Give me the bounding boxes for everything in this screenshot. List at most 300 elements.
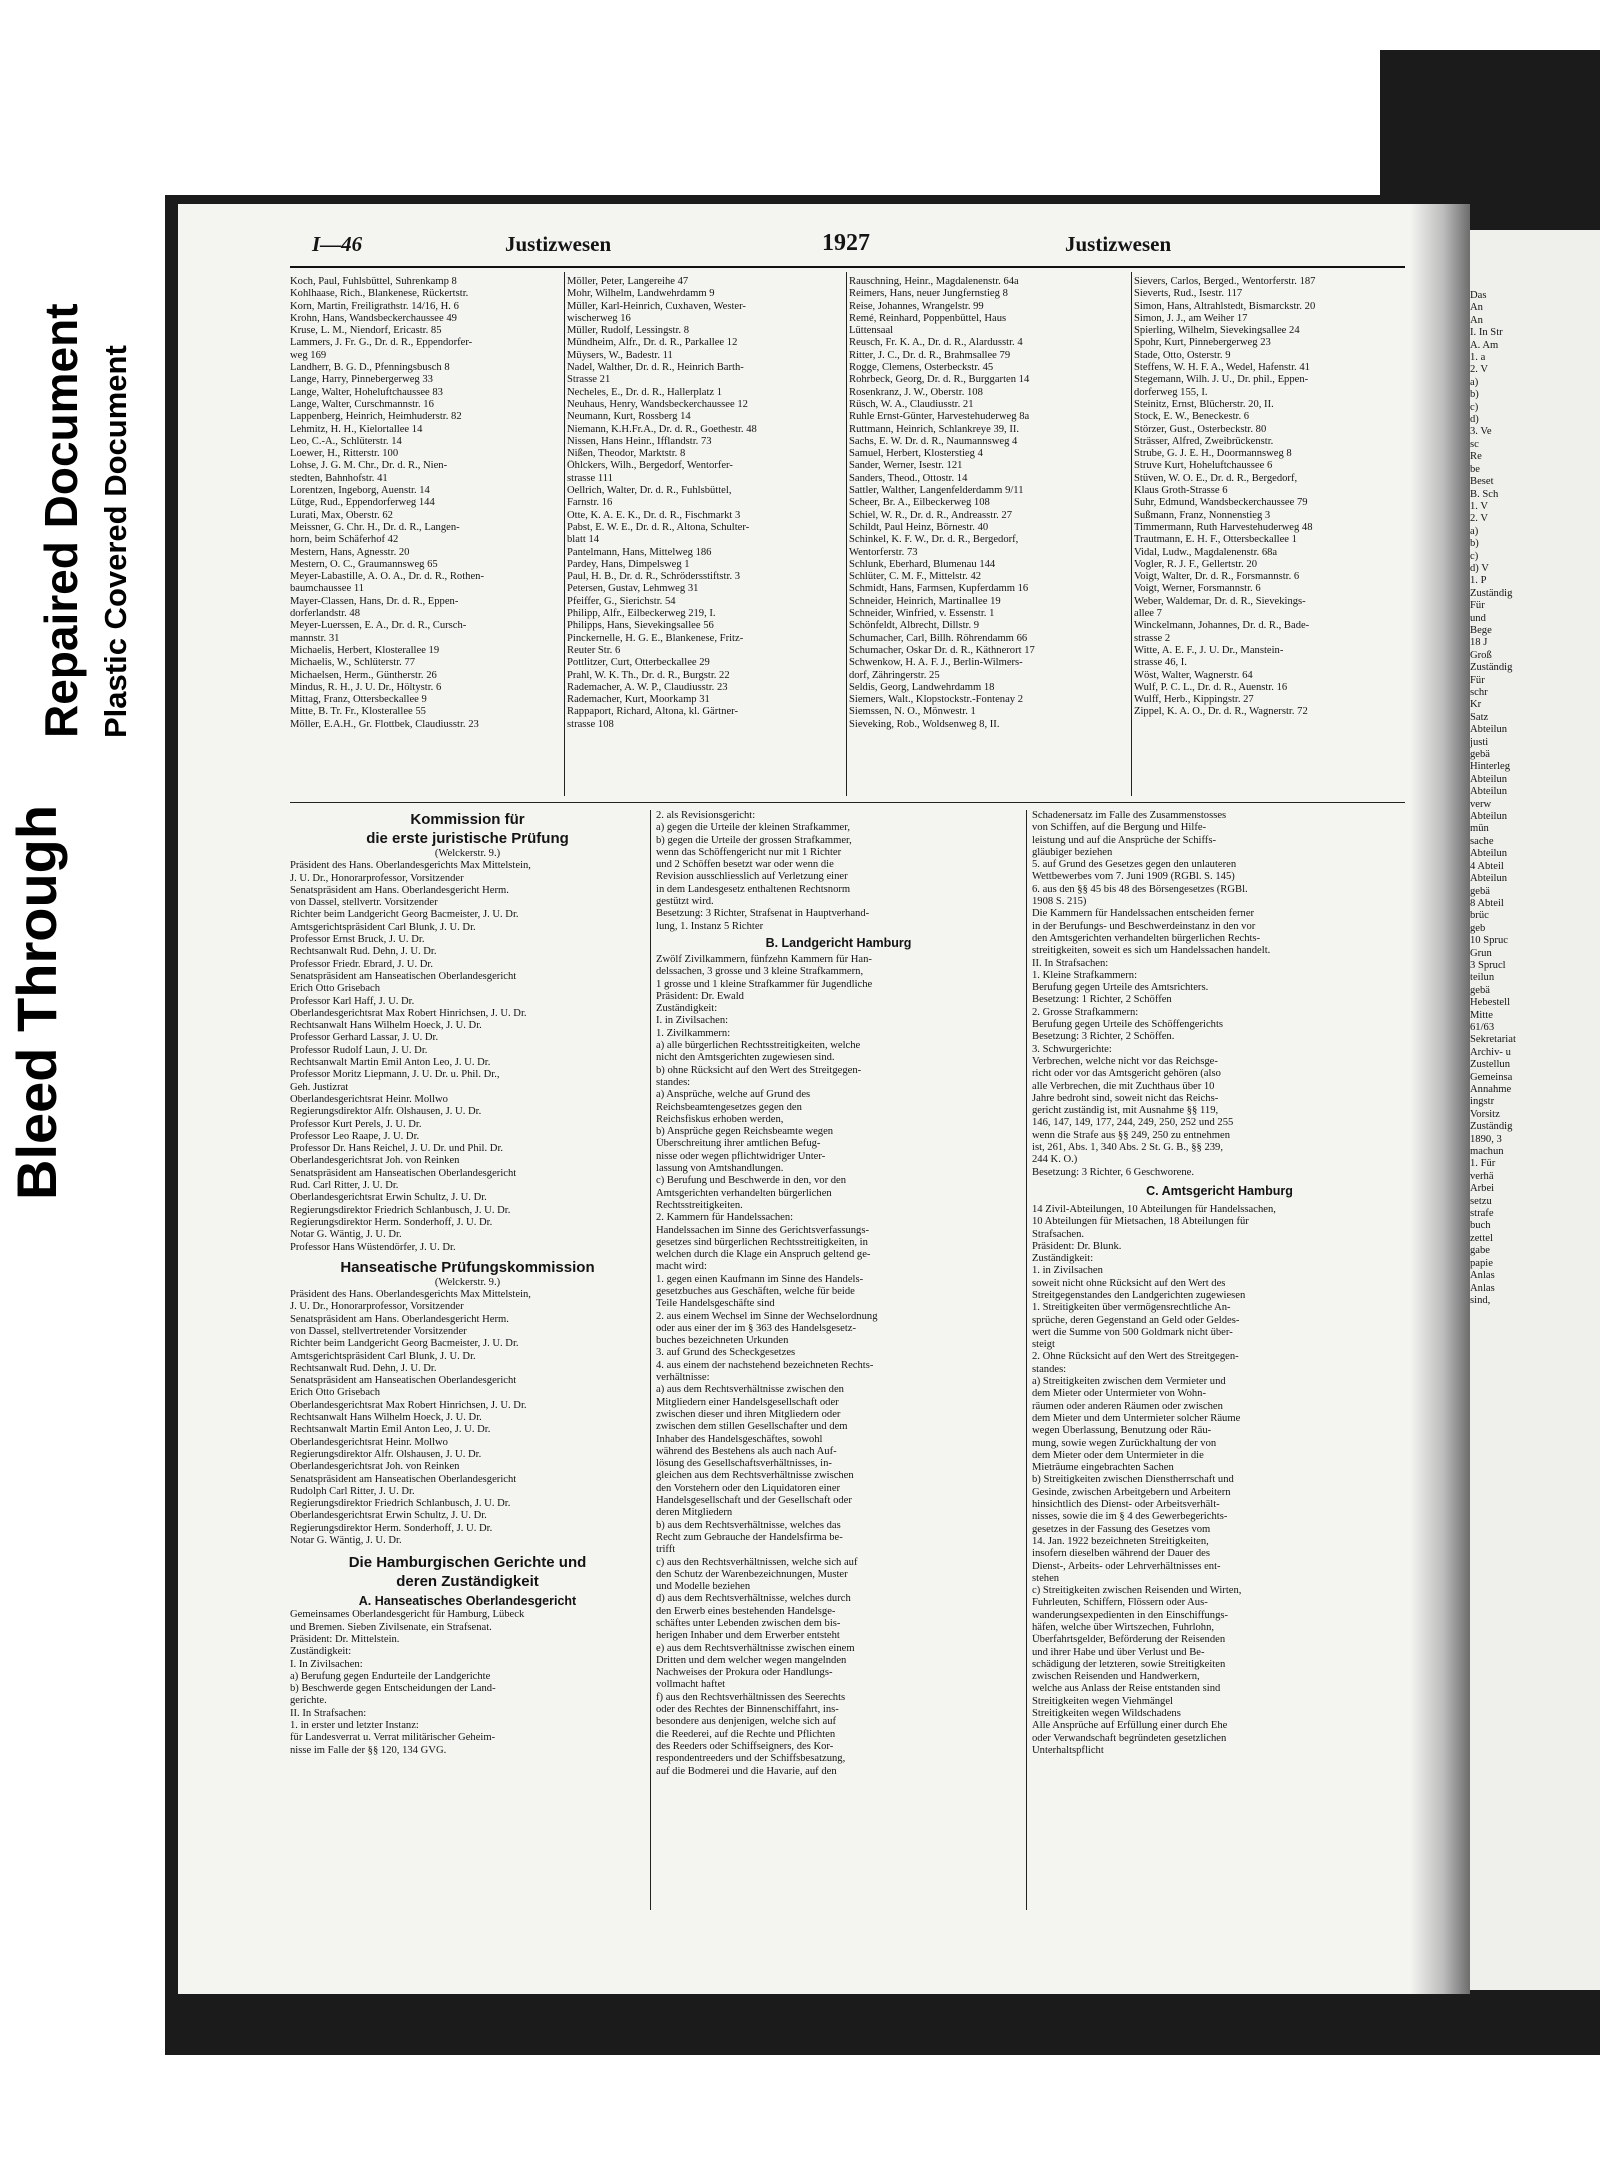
text-line: standes:: [1032, 1363, 1067, 1375]
text-line: nisse im Falle der §§ 120, 134 GVG.: [290, 1744, 447, 1756]
directory-entry: Schneider, Heinrich, Martinallee 19: [849, 595, 1001, 607]
directory-entry: Rademacher, Kurt, Moorkamp 31: [567, 694, 710, 706]
fragment-line: 18 J: [1470, 637, 1488, 649]
courts-title-line2: deren Zuständigkeit: [396, 1573, 539, 1591]
text-line: Zuständigkeit:: [656, 1003, 718, 1015]
directory-entry: Schwenkow, H. A. F. J., Berlin-Wilmers-: [849, 657, 1023, 669]
directory-entry: Trautmann, E. H. F., Ottersbeckallee 1: [1134, 534, 1297, 546]
plastic-covered-label: Plastic Covered Document: [98, 345, 133, 738]
directory-entry: Niemann, K.H.Fr.A., Dr. d. R., Goethestr. 48: [567, 423, 757, 435]
directory-entry: Loewer, H., Ritterstr. 100: [290, 448, 399, 460]
text-line: Dienst-, Arbeits- oder Lehrverhältnisses ent-: [1032, 1560, 1221, 1572]
text-line: in dem Landesgesetz enthaltenen Rechtsnorm: [656, 883, 851, 895]
directory-entry: Müysers, W., Badestr. 11: [567, 349, 673, 361]
directory-entry: Mohr, Wilhelm, Landwehrdamm 9: [567, 288, 715, 300]
text-line: a) Streitigkeiten zwischen dem Vermieter und: [1032, 1376, 1226, 1388]
directory-entry: Ruttmann, Heinrich, Schlankreye 39, II.: [849, 423, 1020, 435]
directory-entry: Siemers, Walt., Klopstockstr.-Fontenay 2: [849, 694, 1024, 706]
text-line: und 2 Schöffen besetzt war oder wenn die: [656, 859, 834, 871]
commission-address: (Welckerstr. 9.): [434, 848, 501, 859]
member-line: Rechtsanwalt Hans Wilhelm Hoeck, J. U. Dr.: [290, 1020, 482, 1032]
text-line: Zuständigkeit:: [1032, 1253, 1094, 1265]
directory-entry: Stade, Otto, Osterstr. 9: [1134, 349, 1231, 361]
fragment-line: Zustellun: [1470, 1059, 1511, 1071]
fragment-line: Abteilun: [1470, 873, 1508, 885]
text-line: Verbrechen, welche nicht vor das Reichsge-: [1032, 1055, 1218, 1067]
fragment-line: c): [1470, 401, 1479, 413]
member-line: von Dassel, stellvertretender Vorsitzender: [290, 1325, 467, 1337]
text-line: gläubiger beziehen: [1032, 846, 1113, 858]
text-line: 1. Kleine Strafkammern:: [1032, 969, 1138, 981]
fragment-line: Beset: [1470, 476, 1494, 488]
directory-entry: Stüven, W. O. E., Dr. d. R., Bergedorf,: [1134, 472, 1298, 484]
text-line: gestützt wird.: [656, 896, 714, 908]
directory-entry: Lurati, Max, Oberstr. 62: [290, 509, 393, 521]
text-line: Streitigkeiten wegen Wildschadens: [1032, 1708, 1181, 1720]
text-line: Inhaber des Handelsgeschäftes, sowohl: [656, 1433, 823, 1445]
text-line: des Reeders oder Schiffseigners, des Kor-: [656, 1740, 834, 1752]
directory-entry: Pinckernelle, H. G. E., Blankenese, Fritz-: [567, 632, 744, 644]
directory-entry: Sieverts, Rud., Isestr. 117: [1134, 288, 1243, 300]
directory-entry: Otte, K. A. E. K., Dr. d. R., Fischmarkt 3: [567, 509, 741, 521]
fragment-line: verw: [1470, 798, 1492, 810]
text-line: e) aus dem Rechtsverhältnisse zwischen einem: [656, 1642, 855, 1654]
directory-entry: Mindus, R. H., J. U. Dr., Höltystr. 6: [290, 681, 442, 693]
directory-entry: Schinkel, K. F. W., Dr. d. R., Bergedorf,: [849, 534, 1019, 546]
text-line: den Schutz der Warenbezeichnungen, Muster: [656, 1568, 848, 1580]
member-line: Senatspräsident am Hanseatischen Oberlandesgericht: [290, 1167, 517, 1179]
text-line: gericht zuständig ist, mit Ausnahme §§ 119,: [1032, 1105, 1219, 1117]
text-line: Besetzung: 3 Richter, Strafsenat in Hauptverhand-: [656, 908, 870, 920]
directory-entry: Lohse, J. G. M. Chr., Dr. d. R., Nien-: [290, 460, 448, 472]
text-line: Besetzung: 3 Richter, 6 Geschworene.: [1032, 1166, 1194, 1178]
directory-entry: Klaus Groth-Strasse 6: [1134, 485, 1228, 497]
fragment-line: Kr: [1470, 699, 1482, 711]
fragment-line: An: [1470, 314, 1483, 326]
strafsachen-text: [1032, 810, 1407, 1179]
member-line: von Dassel, stellvertr. Vorsitzender: [290, 897, 438, 909]
member-line: Oberlandesgerichtsrat Joh. von Reinken: [290, 1461, 460, 1473]
directory-entry: Mitte, B. Tr. Fr., Klosterallee 55: [290, 706, 426, 718]
text-line: besondere aus denjenigen, welche sich auf: [656, 1716, 837, 1728]
directory-bottom-rule: [290, 802, 1405, 803]
text-line: Streitigkeiten wegen Viehmängel: [1032, 1695, 1173, 1707]
text-line: Überschreitung ihrer amtlichen Befug-: [656, 1138, 821, 1150]
fragment-line: Abteilun: [1470, 773, 1508, 785]
text-line: a) alle bürgerlichen Rechtsstreitigkeiten, welche: [656, 1040, 861, 1052]
directory-entry: Pfeiffer, G., Sierichstr. 54: [567, 595, 676, 607]
directory-entry: Mestern, Hans, Agnesstr. 20: [290, 546, 410, 558]
directory-entry: Müller, Karl-Heinrich, Cuxhaven, Wester-: [567, 300, 746, 312]
directory-entry: Strässer, Alfred, Zweibrückenstr.: [1134, 435, 1274, 447]
fragment-line: Abteilun: [1470, 848, 1508, 860]
fragment-line: Arbei: [1470, 1183, 1495, 1195]
directory-entry: Wentorferstr. 73: [849, 546, 918, 558]
member-line: Rechtsanwalt Hans Wilhelm Hoeck, J. U. Dr.: [290, 1412, 482, 1424]
text-line: Mieträume eingebrachten Sachen: [1032, 1462, 1174, 1474]
member-line: Professor Dr. Hans Reichel, J. U. Dr. und Phil. Dr.: [290, 1143, 504, 1155]
directory-entry: strasse 111: [567, 472, 613, 484]
text-line: den Erwerb eines bestehenden Handelsge-: [656, 1605, 836, 1617]
member-line: Professor Friedr. Ebrard, J. U. Dr.: [290, 958, 433, 970]
directory-entry: Störzer, Gust., Osterbeckstr. 80: [1134, 423, 1267, 435]
text-line: c) Streitigkeiten zwischen Reisenden und Wirten,: [1032, 1585, 1242, 1597]
directory-column-3: [849, 276, 1129, 731]
fragment-line: brüc: [1470, 910, 1489, 922]
fragment-line: 3. Ve: [1470, 426, 1492, 438]
text-line: dem Mieter oder Untermieter von Wohn-: [1032, 1388, 1206, 1400]
directory-entry: Kruse, L. M., Niendorf, Ericastr. 85: [290, 325, 442, 337]
text-line: 2. als Revisionsgericht:: [656, 810, 756, 821]
fragment-line: I. In Str: [1470, 327, 1503, 339]
member-line: Rechtsanwalt Rud. Dehn, J. U. Dr.: [290, 1362, 437, 1374]
member-line: Senatspräsident am Hanseatischen Oberlandesgericht: [290, 970, 517, 982]
directory-entry: Philipp, Alfr., Eilbeckerweg 219, I.: [567, 608, 716, 620]
member-line: Oberlandesgerichtsrat Erwin Schultz, J. U. Dr.: [290, 1510, 487, 1522]
text-line: Revision ausschliesslich auf Verletzung einer: [656, 871, 848, 883]
text-line: dem Mieter oder dem Untermieter in die: [1032, 1449, 1204, 1461]
page-gutter: [1410, 204, 1470, 1994]
header-right-title: Justizwesen: [1065, 232, 1172, 256]
directory-column-1: [290, 276, 562, 731]
text-line: Rechtsstreitigkeiten.: [656, 1199, 743, 1211]
directory-entry: Samuel, Herbert, Klosterstieg 4: [849, 448, 983, 460]
directory-entry: Pardey, Hans, Dimpelsweg 1: [567, 558, 690, 570]
text-line: in der Berufungs- und Beschwerdeinstanz in den vor: [1032, 920, 1256, 932]
directory-entry: Timmermann, Ruth Harvestehuderweg 48: [1134, 521, 1313, 533]
directory-entry: Struve Kurt, Hoheluftchaussee 6: [1134, 460, 1273, 472]
directory-entry: Schiel, W. R., Dr. d. R., Andreasstr. 27: [849, 509, 1013, 521]
fragment-line: Zuständig: [1470, 587, 1513, 599]
member-line: Professor Gerhard Lassar, J. U. Dr.: [290, 1032, 439, 1044]
text-line: Wettbewerbes vom 7. Juni 1909 (RGBl. S. 145): [1032, 871, 1235, 883]
fragment-line: sc: [1470, 438, 1479, 450]
text-line: leistung und auf die Ansprüche der Schiffs-: [1032, 834, 1216, 846]
directory-entry: Sanders, Theod., Ottostr. 14: [849, 472, 968, 484]
member-line: Regierungsdirektor Herm. Sonderhoff, J. U. Dr.: [290, 1522, 493, 1534]
directory-entry: Siemssen, N. O., Mönwestr. 1: [849, 706, 976, 718]
fragment-line: Grun: [1470, 947, 1492, 959]
directory-entry: Rüsch, W. A., Claudiusstr. 21: [849, 398, 974, 410]
directory-entry: Lange, Harry, Pinnebergerweg 33: [290, 374, 433, 386]
directory-entry: Farnstr. 16: [567, 497, 613, 509]
fragment-line: strafe: [1470, 1208, 1494, 1220]
directory-entry: Neuhaus, Henry, Wandsbeckerchaussee 12: [567, 398, 748, 410]
text-line: b) Beschwerde gegen Entscheidungen der Land-: [290, 1683, 496, 1695]
text-line: a) Berufung gegen Endurteile der Landgerichte: [290, 1670, 491, 1682]
member-line: Professor Leo Raape, J. U. Dr.: [290, 1130, 420, 1142]
member-line: Rechtsanwalt Martin Emil Anton Leo, J. U. Dr.: [290, 1057, 491, 1069]
fragment-line: Hinterleg: [1470, 761, 1511, 773]
text-line: a) Ansprüche, welche auf Grund des: [656, 1089, 811, 1101]
directory-entry: Oellrich, Walter, Dr. d. R., Fuhlsbüttel,: [567, 485, 732, 497]
text-line: deren Mitgliedern: [656, 1507, 733, 1519]
directory-entry: Steffens, W. H. F. A., Wedel, Hafenstr. 41: [1134, 362, 1310, 374]
fragment-line: ingstr: [1470, 1096, 1495, 1108]
courts-title-line1: Die Hamburgischen Gerichte und: [348, 1554, 587, 1572]
fragment-line: b): [1470, 538, 1479, 550]
directory-divider-1: [564, 272, 565, 796]
section-a-heading: A. Hanseatisches Oberlandesgericht: [358, 1594, 577, 1609]
member-line: Richter beim Landgericht Georg Bacmeister, J. U. Dr.: [290, 1338, 519, 1350]
amtsgericht-column: [1032, 810, 1407, 1757]
text-line: streitigkeiten, soweit es sich um Handelssachen handelt.: [1032, 945, 1271, 957]
member-line: Notar G. Wäntig, J. U. Dr.: [290, 1229, 402, 1241]
directory-entry: Suhr, Edmund, Wandsbeckerchaussee 79: [1134, 497, 1308, 509]
text-line: gesetzbuches aus Geschäften, welche für beide: [656, 1285, 855, 1297]
repaired-document-label: Repaired Document: [35, 303, 87, 738]
fragment-line: Bege: [1470, 624, 1492, 636]
member-line: Senatspräsident am Hans. Oberlandesgericht Herm.: [290, 884, 509, 896]
fragment-line: Für: [1470, 674, 1485, 686]
member-line: Senatspräsident am Hans. Oberlandesgericht Herm.: [290, 1313, 509, 1325]
text-line: Strafsachen.: [1032, 1228, 1085, 1240]
text-line: wanderungsexpedienten in den Einschiffungs-: [1032, 1609, 1229, 1621]
member-line: Amtsgerichtspräsident Carl Blunk, J. U. Dr.: [290, 1350, 476, 1362]
text-line: 1908 S. 215): [1032, 896, 1087, 908]
text-line: Recht zum Gebrauche der Handelsfirma be-: [656, 1531, 843, 1543]
directory-entry: Stegemann, Wilh. J. U., Dr. phil., Eppen-: [1134, 374, 1309, 386]
fragment-line: A. Am: [1470, 339, 1499, 351]
directory-entry: Sußmann, Franz, Nonnenstieg 3: [1134, 509, 1271, 521]
fragment-line: Anlas: [1470, 1282, 1495, 1294]
text-line: häfen, welche über Wirtszechen, Fuhrlohn,: [1032, 1622, 1215, 1633]
directory-entry: Steinitz, Ernst, Blücherstr. 20, II.: [1134, 398, 1274, 410]
text-line: Mitgliedern einer Handelsgesellschaft oder: [656, 1396, 839, 1408]
text-line: I. In Zivilsachen:: [290, 1658, 363, 1670]
member-line: Geh. Justizrat: [290, 1081, 349, 1093]
directory-entry: Pottlitzer, Curt, Otterbeckallee 29: [567, 657, 710, 669]
header-rule: [290, 266, 1405, 268]
fragment-line: gebä: [1470, 749, 1490, 761]
directory-entry: Nissen, Hans Heinr., Ifflandstr. 73: [567, 435, 712, 447]
directory-entry: dorf, Zähringerstr. 25: [849, 669, 940, 681]
fragment-line: Zuständig: [1470, 1121, 1513, 1133]
text-line: gesetzes sind bürgerlichen Rechtsstreitigkeiten, in: [656, 1236, 868, 1248]
text-line: I. in Zivilsachen:: [656, 1015, 729, 1027]
directory-entry: Meissner, G. Chr. H., Dr. d. R., Langen-: [290, 521, 460, 533]
text-line: herigen Inhaber und dem Erwerber entsteht: [656, 1630, 840, 1642]
member-line: Rechtsanwalt Martin Emil Anton Leo, J. U. Dr.: [290, 1424, 491, 1436]
directory-entry: Necheles, E., Dr. d. R., Hallerplatz 1: [567, 386, 723, 398]
member-line: Senatspräsident am Hanseatischen Oberlandesgericht: [290, 1473, 517, 1485]
fragment-line: sache: [1470, 835, 1494, 847]
text-line: Besetzung: 3 Richter, 2 Schöffen.: [1032, 1031, 1175, 1043]
fragment-line: verhä: [1470, 1170, 1494, 1182]
fragment-line: Archiv- u: [1470, 1046, 1511, 1058]
text-line: Besetzung: 1 Richter, 2 Schöffen: [1032, 994, 1172, 1006]
directory-entry: baumchaussee 11: [290, 583, 365, 595]
fragment-line: 1. P: [1470, 575, 1487, 587]
fragment-line: Vorsitz: [1470, 1108, 1500, 1120]
directory-entry: Wulf, P. C. L., Dr. d. R., Auenstr. 16: [1134, 681, 1288, 693]
member-line: Oberlandesgerichtsrat Joh. von Reinken: [290, 1155, 460, 1167]
text-line: 3. Schwurgerichte:: [1032, 1043, 1112, 1055]
fragment-line: Das: [1470, 290, 1487, 301]
text-line: sprüche, deren Gegenstand an Geld oder Geldes-: [1032, 1314, 1240, 1326]
directory-entry: Reimers, Hans, neuer Jungfernstieg 8: [849, 288, 1008, 300]
fragment-line: buch: [1470, 1220, 1491, 1232]
directory-entry: Schumacher, Carl, Billh. Röhrendamm 66: [849, 632, 1028, 644]
directory-entry: Simon, J. J., am Weiher 17: [1134, 312, 1248, 324]
text-line: d) aus dem Rechtsverhältnisse, welches durch: [656, 1593, 851, 1605]
directory-entry: Schlüter, C. M. F., Mittelstr. 42: [849, 571, 982, 583]
text-line: II. In Strafsachen:: [290, 1707, 367, 1719]
directory-entry: Mündheim, Alfr., Dr. d. R., Parkallee 12: [567, 337, 738, 349]
directory-divider-3: [1131, 272, 1132, 796]
fragment-line: 2. V: [1470, 364, 1489, 376]
directory-entry: Leo, C.-A., Schlüterstr. 14: [290, 435, 402, 447]
directory-entry: Pabst, E. W. E., Dr. d. R., Altona, Schulter-: [567, 521, 750, 533]
member-line: Rudolph Carl Ritter, J. U. Dr.: [290, 1485, 415, 1497]
text-line: steigt: [1032, 1339, 1055, 1351]
directory-entry: Landherr, B. G. D., Pfenningsbusch 8: [290, 362, 450, 374]
member-line: Oberlandesgerichtsrat Erwin Schultz, J. U. Dr.: [290, 1192, 487, 1204]
directory-entry: Meyer-Luerssen, E. A., Dr. d. R., Cursch-: [290, 620, 467, 632]
text-line: zwischen dieser und ihren Mitgliedern oder: [656, 1408, 841, 1420]
fragment-line: papie: [1470, 1257, 1493, 1269]
fragment-line: B. Sch: [1470, 488, 1499, 500]
text-line: den Vorstehern oder den Liquidatoren einer: [656, 1482, 841, 1494]
fragment-line: machun: [1470, 1146, 1504, 1158]
directory-entry: mannstr. 31: [290, 632, 340, 644]
section-b-heading: B. Landgericht Hamburg: [765, 935, 912, 950]
fragment-line: Zuständig: [1470, 662, 1513, 674]
directory-entry: Rauschning, Heinr., Magdalenenstr. 64a: [849, 276, 1019, 287]
text-line: nicht den Amtsgerichten zugewiesen sind.: [656, 1052, 835, 1064]
text-line: Unterhaltspflicht: [1032, 1744, 1104, 1756]
text-line: vollmacht haftet: [656, 1679, 726, 1691]
directory-entry: wischerweg 16: [567, 312, 631, 324]
text-line: auf die Bodmerei und die Havarie, auf den: [656, 1765, 837, 1777]
bleed-through-label: Bleed Through: [5, 804, 68, 1200]
directory-column-2: [567, 276, 844, 731]
text-line: c) Berufung und Beschwerde in den, vor den: [656, 1175, 847, 1187]
directory-entry: Spohr, Kurt, Pinnebergerweg 23: [1134, 337, 1271, 349]
member-line: Präsident des Hans. Oberlandesgerichts Max Mittelstein,: [290, 1289, 531, 1301]
directory-entry: Voigt, Werner, Forsmannstr. 6: [1134, 583, 1261, 595]
text-line: 14 Zivil-Abteilungen, 10 Abteilungen für Handelssachen,: [1032, 1203, 1276, 1215]
fragment-line: mün: [1470, 823, 1489, 835]
text-line: 1. in Zivilsachen: [1032, 1265, 1103, 1277]
directory-entry: Wulff, Herb., Kippingstr. 27: [1134, 694, 1254, 706]
member-line: Professor Ernst Bruck, J. U. Dr.: [290, 934, 425, 946]
text-line: wenn die Strafe aus §§ 249, 250 zu entnehmen: [1032, 1129, 1230, 1141]
fragment-line: 1. V: [1470, 500, 1489, 512]
text-line: 3. auf Grund des Scheckgesetzes: [656, 1347, 796, 1359]
directory-entry: Winckelmann, Johannes, Dr. d. R., Bade-: [1134, 620, 1310, 632]
directory-entry: Reise, Johannes, Wrangelstr. 99: [849, 300, 984, 312]
fragment-line: Mitte: [1470, 1009, 1493, 1021]
directory-entry: Schneider, Winfried, v. Essenstr. 1: [849, 608, 995, 620]
directory-entry: Krohn, Hans, Wandsbeckerchaussee 49: [290, 312, 457, 324]
revision-text: [656, 810, 1021, 933]
text-line: schädigung der letzteren, sowie Streitigkeiten: [1032, 1658, 1226, 1670]
text-line: 1. in erster und letzter Instanz:: [290, 1720, 419, 1731]
commission-column: [290, 810, 645, 1757]
directory-entry: Zippel, K. A. O., Dr. d. R., Wagnerstr. 72: [1134, 706, 1308, 718]
text-line: 2. Ohne Rücksicht auf den Wert des Streitgegen-: [1032, 1351, 1239, 1363]
text-line: zwischen dem stillen Gesellschafter und dem: [656, 1421, 848, 1433]
text-line: Jahre bedroht sind, soweit nicht das Reichs-: [1032, 1092, 1219, 1104]
member-line: Regierungsdirektor Herm. Sonderhoff, J. U. Dr.: [290, 1216, 493, 1228]
fragment-line: be: [1470, 463, 1480, 475]
member-line: Professor Hans Wüstendörfer, J. U. Dr.: [290, 1241, 456, 1253]
directory-entry: Meyer-Labastille, A. O. A., Dr. d. R., Rothen-: [290, 571, 484, 583]
text-line: Handelssachen im Sinne des Gerichtsverfassungs-: [656, 1224, 869, 1236]
directory-entry: Rogge, Clemens, Osterbeckstr. 45: [849, 362, 994, 374]
text-line: Präsident: Dr. Ewald: [656, 990, 744, 1002]
text-line: 4. aus einem der nachstehend bezeichneten Rechts-: [656, 1359, 874, 1371]
text-line: während des Bestehens als auch nach Auf-: [656, 1445, 837, 1457]
text-line: macht wird:: [656, 1261, 707, 1273]
text-line: a) gegen die Urteile der kleinen Strafkammer,: [656, 822, 851, 834]
text-line: 14. Jan. 1922 bezeichneten Streitigkeiten,: [1032, 1535, 1209, 1547]
member-line: Professor Moritz Liepmann, J. U. Dr. u. Phil. Dr.,: [290, 1069, 500, 1081]
directory-entry: dorferlandstr. 48: [290, 608, 361, 620]
fragment-line: Anlas: [1470, 1270, 1495, 1282]
text-line: c) aus den Rechtsverhältnissen, welche sich auf: [656, 1556, 858, 1568]
member-line: Richter beim Landgericht Georg Bacmeister, J. U. Dr.: [290, 909, 519, 921]
member-line: Senatspräsident am Hanseatischen Oberlandesgericht: [290, 1375, 517, 1387]
directory-entry: blatt 14: [567, 534, 600, 546]
text-line: soweit nicht ohne Rücksicht auf den Wert des: [1032, 1277, 1226, 1289]
member-line: Amtsgerichtspräsident Carl Blunk, J. U. Dr.: [290, 921, 476, 933]
fragment-line: gebä: [1470, 885, 1490, 897]
fragment-line: 61/63: [1470, 1021, 1495, 1033]
body-divider-2: [1026, 810, 1027, 1910]
directory-entry: Schumacher, Oskar Dr. d. R., Käthnerort 17: [849, 644, 1035, 656]
text-line: lösung des Gesellschaftsverhältnisses, in-: [656, 1458, 832, 1470]
directory-entry: Sievers, Carlos, Berged., Wentorferstr. 187: [1134, 276, 1316, 287]
directory-entry: strasse 2: [1134, 632, 1171, 644]
text-line: Fuhrleuten, Schiffern, Flössern oder Aus-: [1032, 1597, 1208, 1609]
text-line: wegen Überlassung, Benutzung oder Räu-: [1032, 1425, 1212, 1437]
directory-entry: Möller, E.A.H., Gr. Flottbek, Claudiusstr. 23: [290, 718, 479, 730]
text-line: den Amtsgerichten verhandelten bürgerlichen Rechts-: [1032, 932, 1261, 944]
directory-entry: Mayer-Classen, Hans, Dr. d. R., Eppen-: [290, 595, 459, 607]
hanseatic-commission-title: Hanseatische Prüfungskommission: [340, 1258, 595, 1276]
directory-entry: Schmidt, Hans, Farmsen, Kupferdamm 16: [849, 583, 1029, 595]
text-line: b) ohne Rücksicht auf den Wert des Streitgegen-: [656, 1064, 862, 1076]
directory-entry: Lange, Walter, Hoheluftchaussee 83: [290, 386, 443, 398]
directory-entry: Korn, Martin, Freiligrathstr. 14/16, H. 6: [290, 300, 459, 312]
member-line: Erich Otto Grisebach: [290, 983, 381, 995]
text-line: buches bezeichneten Urkunden: [656, 1335, 789, 1347]
directory-entry: allee 7: [1134, 608, 1162, 620]
directory-entry: Rosenkranz, J. W., Oberstr. 108: [849, 386, 983, 398]
directory-entry: Koch, Paul, Fuhlsbüttel, Suhrenkamp 8: [290, 276, 457, 287]
directory-entry: Lüttensaal: [849, 325, 894, 337]
fragment-line: zettel: [1470, 1232, 1493, 1244]
directory-entry: horn, beim Schäferhof 42: [290, 534, 399, 546]
directory-entry: Lütge, Rud., Eppendorferweg 144: [290, 497, 435, 509]
fragment-line: geb: [1470, 922, 1486, 934]
member-line: Regierungsdirektor Friedrich Schlanbusch, J. U. Dr.: [290, 1498, 511, 1510]
member-line: Erich Otto Grisebach: [290, 1387, 381, 1399]
text-line: 2. Grosse Strafkammern:: [1032, 1006, 1139, 1018]
text-line: Gemeinsames Oberlandesgericht für Hamburg, Lübeck: [290, 1609, 525, 1621]
text-line: dem Mieter und dem Untermieter solcher Räume: [1032, 1412, 1241, 1424]
directory-entry: Scheer, Br. A., Eilbeckerweg 108: [849, 497, 990, 509]
directory-entry: Weber, Waldemar, Dr. d. R., Sievekings-: [1134, 595, 1306, 607]
text-line: 1. Zivilkammern:: [656, 1027, 731, 1039]
text-line: für Landesverrat u. Verrat militärischer Geheim-: [290, 1732, 496, 1744]
text-line: räumen oder anderen Räumen oder zwischen: [1032, 1400, 1223, 1412]
text-line: wert die Summe von 500 Goldmark nicht über-: [1032, 1326, 1233, 1338]
member-line: Oberlandesgerichtsrat Max Robert Hinrichsen, J. U. Dr.: [290, 1007, 527, 1019]
directory-entry: Prahl, W. K. Th., Dr. d. R., Burgstr. 22: [567, 669, 730, 681]
